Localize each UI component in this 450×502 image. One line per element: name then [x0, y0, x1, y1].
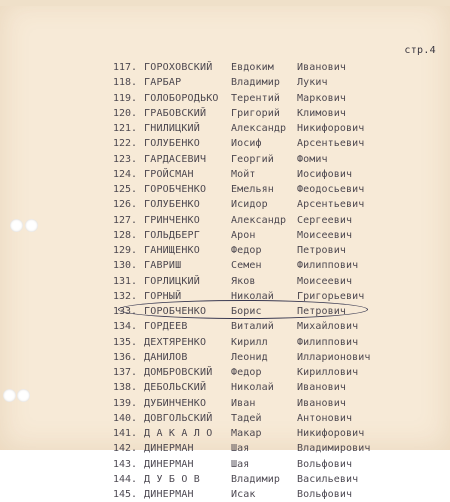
patronymic: Петрович [297, 306, 346, 317]
row-number: 128. [113, 229, 138, 241]
surname: ГОЛУБЕНКО [144, 138, 200, 150]
patronymic: Антонович [297, 412, 353, 424]
list-item [113, 487, 443, 502]
surname: ГРАБОВСКИЙ [144, 107, 207, 119]
patronymic: Маркович [297, 92, 346, 104]
first-name: Иван [231, 397, 256, 409]
row-number: 118. [113, 77, 138, 89]
row-number: 145. [113, 489, 138, 500]
list-item [113, 152, 443, 167]
list-item [113, 304, 443, 319]
row-number: 144. [113, 473, 138, 485]
list-item [113, 197, 443, 212]
row-number: 122. [113, 138, 138, 150]
row-number: 140. [113, 412, 138, 424]
first-name: Федор [231, 367, 262, 378]
first-name: Виталий [231, 321, 274, 333]
patronymic: Владимирович [297, 443, 371, 455]
row-number: 125. [113, 184, 138, 195]
list-item [113, 121, 443, 136]
row-number: 142. [113, 443, 138, 455]
list-item [113, 289, 443, 304]
row-number: 137. [113, 367, 138, 378]
row-number: 121. [113, 123, 138, 134]
list-item [113, 213, 443, 228]
list-item [113, 396, 443, 411]
list-item [113, 319, 443, 334]
list-item [113, 228, 443, 243]
first-name: Исидор [231, 199, 268, 211]
row-number: 130. [113, 260, 138, 272]
patronymic: Васильевич [297, 473, 359, 485]
surname: ГОРОБЧЕНКО [144, 184, 207, 195]
first-name: Терентий [231, 92, 280, 104]
list-item [113, 136, 443, 151]
surname: ГОРОХОВСКИЙ [144, 62, 213, 73]
row-number: 124. [113, 168, 138, 180]
surname: ГОЛУБЕНКО [144, 199, 200, 211]
first-name: Леонид [231, 351, 268, 363]
list-item [113, 167, 443, 182]
first-name: Григорий [231, 107, 280, 119]
surname: ГРОЙСМАН [144, 168, 194, 180]
first-name: Семен [231, 260, 262, 272]
first-name: Владимир [231, 473, 280, 485]
page-number: стр.4 [404, 45, 436, 56]
list-item [113, 441, 443, 456]
patronymic: Кириллович [297, 367, 359, 378]
surname: Д А К А Л О [144, 428, 213, 439]
patronymic: Климович [297, 107, 346, 119]
surname: ДАНИЛОВ [144, 351, 188, 363]
patronymic: Михайлович [297, 321, 359, 333]
row-number: 141. [113, 428, 138, 439]
surname: ДИНЕРМАН [144, 489, 194, 500]
first-name: Борис [231, 306, 262, 317]
row-number: 139. [113, 397, 138, 409]
list-item [113, 274, 443, 289]
surname: ГАВРИШ [144, 260, 182, 272]
patronymic: Иванович [297, 397, 346, 409]
list-item [113, 365, 443, 380]
list-item [113, 243, 443, 258]
surname: ДИНЕРМАН [144, 458, 194, 470]
list-item [113, 411, 443, 426]
first-name: Евдоким [231, 62, 274, 73]
punch-hole [17, 389, 30, 402]
patronymic: Вольфович [297, 458, 353, 470]
first-name: Исак [231, 489, 256, 500]
list-item [113, 106, 443, 121]
surname: ДОВГОЛЬСКИЙ [144, 412, 213, 424]
surname: ГРИНЧЕНКО [144, 214, 200, 226]
surname: ДИНЕРМАН [144, 443, 194, 455]
surname: Д У Б О В [144, 473, 200, 485]
list-item [113, 258, 443, 273]
surname: ГНИЛИЦКИЙ [144, 123, 200, 134]
list-item [113, 457, 443, 472]
first-name: Владимир [231, 77, 280, 89]
first-name: Емельян [231, 184, 274, 195]
patronymic: Никифорович [297, 123, 365, 134]
first-name: Арон [231, 229, 256, 241]
patronymic: Феодосьевич [297, 184, 365, 195]
list-item [113, 75, 443, 90]
first-name: Александр [231, 214, 287, 226]
first-name: Мойт [231, 168, 256, 180]
first-name: Александр [231, 123, 287, 134]
first-name: Николай [231, 382, 274, 394]
patronymic: Моисеевич [297, 275, 353, 287]
list-item [113, 335, 443, 350]
row-number: 132. [113, 290, 138, 302]
patronymic: Илларионович [297, 351, 371, 363]
list-item [113, 60, 443, 75]
punch-hole [25, 219, 38, 232]
surname: ГАРДАСЕВИЧ [144, 153, 207, 165]
patronymic: Никифорович [297, 428, 365, 439]
surname: ГОЛОБОРОДЬКО [144, 92, 219, 104]
first-name: Шая [231, 458, 250, 470]
first-name: Шая [231, 443, 250, 455]
first-name: Яков [231, 275, 256, 287]
patronymic: Лукич [297, 77, 328, 89]
list-item [113, 472, 443, 487]
row-number: 117. [113, 62, 138, 73]
patronymic: Фомич [297, 153, 328, 165]
list-item [113, 182, 443, 197]
row-number: 119. [113, 92, 138, 104]
row-number: 135. [113, 336, 138, 348]
patronymic: Филиппович [297, 260, 359, 272]
first-name: Георгий [231, 153, 274, 165]
first-name: Тадей [231, 412, 262, 424]
row-number: 120. [113, 107, 138, 119]
first-name: Николай [231, 290, 274, 302]
row-number: 123. [113, 153, 138, 165]
patronymic: Вольфович [297, 489, 353, 500]
first-name: Кирилл [231, 336, 268, 348]
punch-hole [10, 219, 23, 232]
row-number: 134. [113, 321, 138, 333]
patronymic: Арсентьевич [297, 138, 365, 150]
surname: ДЕБОЛЬСКИЙ [144, 382, 207, 394]
surname: ГАРБАР [144, 77, 182, 89]
list-item [113, 91, 443, 106]
row-number: 136. [113, 351, 138, 363]
row-number: 143. [113, 458, 138, 470]
patronymic: Моисеевич [297, 229, 353, 241]
row-number: 129. [113, 245, 138, 256]
row-number: 138. [113, 382, 138, 394]
row-number: 127. [113, 214, 138, 226]
patronymic: Арсентьевич [297, 199, 365, 211]
name-list [113, 60, 443, 502]
surname: ГАНИЩЕНКО [144, 245, 200, 256]
surname: ДОМБРОВСКИЙ [144, 367, 213, 378]
surname: ДЕХТЯРЕНКО [144, 336, 207, 348]
first-name: Макар [231, 428, 262, 439]
patronymic: Филиппович [297, 336, 359, 348]
patronymic: Петрович [297, 245, 346, 256]
row-number: 131. [113, 275, 138, 287]
surname: ДУБИНЧЕНКО [144, 397, 207, 409]
surname: ГОРНЫЙ [144, 290, 182, 302]
first-name: Федор [231, 245, 262, 256]
list-item [113, 380, 443, 395]
patronymic: Иванович [297, 382, 346, 394]
surname: ГОРЛИЦКИЙ [144, 275, 200, 287]
first-name: Иосиф [231, 138, 262, 150]
patronymic: Григорьевич [297, 290, 365, 302]
surname: ГОРДЕЕВ [144, 321, 188, 333]
row-number: 133. [113, 306, 138, 317]
list-item [113, 426, 443, 441]
patronymic: Иванович [297, 62, 346, 73]
surname: ГОРОБЧЕНКО [144, 306, 207, 317]
page-top-edge [0, 0, 450, 6]
list-item [113, 350, 443, 365]
surname: ГОЛЬДБЕРГ [144, 229, 200, 241]
punch-hole [3, 389, 16, 402]
row-number: 126. [113, 199, 138, 211]
patronymic: Иосифович [297, 168, 353, 180]
patronymic: Сергеевич [297, 214, 353, 226]
